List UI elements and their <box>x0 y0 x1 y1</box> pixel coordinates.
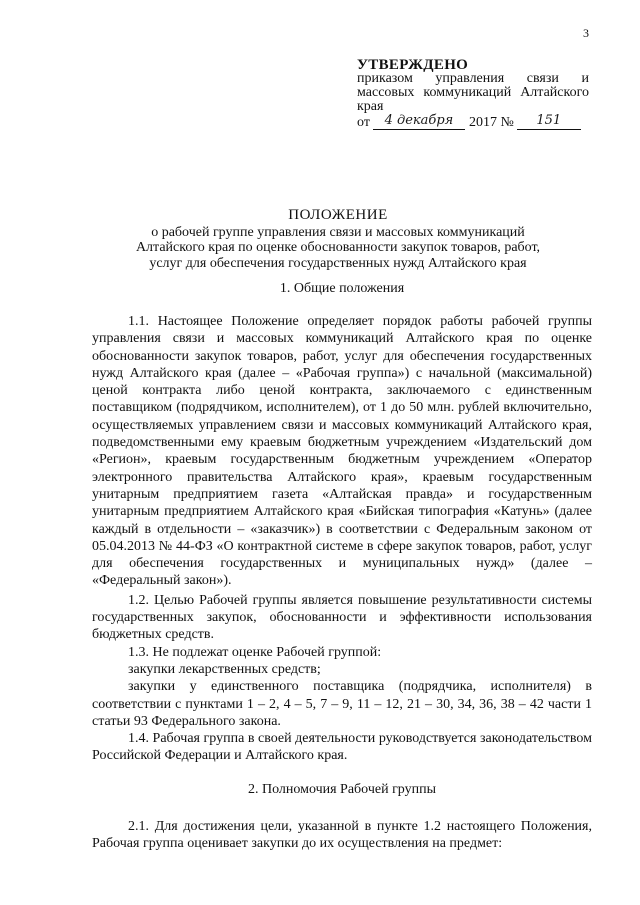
section-2-body <box>92 818 592 853</box>
title-main: ПОЛОЖЕНИЕ <box>288 207 388 223</box>
approval-heading: УТВЕРЖДЕНО <box>357 57 469 73</box>
approval-year-number-label: 2017 № <box>468 115 514 130</box>
approval-date-handwritten: 4 декабря <box>373 114 465 130</box>
approval-date-row <box>357 114 589 130</box>
title-line-2: Алтайского края по оценке обоснованности закупок товаров, работ, <box>135 240 541 255</box>
section-1-heading: 1. Общие положения <box>279 281 405 296</box>
paragraph-1-4: 1.4. Рабочая группа в своей деятельности руководствуется законодательством Российской Федерации и Алтайского края. <box>92 731 592 764</box>
paragraph-1-3-a: закупки лекарственных средств; <box>128 661 321 677</box>
approval-from-label: от <box>357 115 370 130</box>
paragraph-1-1: 1.1. Настоящее Положение определяет порядок работы рабочей группы управления связи и массовых коммуникаций Алтайского края по оценке обоснованности закупок товаров, работ, услуг для обеспечения государственных нужд Алтайского края (далее – «Рабочая группа») с начальной (максимальной) ценой контракта либо ценой контракта, заключаемого с единственным поставщиком (подрядчиком, исполнителем), от 1 до 50 млн. рублей включительно, осуществляемых управлением связи и массовых коммуникаций Алтайского края, подведомственными ему краевым бюджетным учреждением «Издательский дом «Регион», краевым государственным бюджетным учреждением «Оператор электронного правительства Алтайского края», краевым государственным унитарным предприятием газета «Алтайская правда» и государственным унитарным предприятием Алтайского края «Бийская типография «Катунь» (далее каждый в отдельности – «заказчик») в соответствии с Федеральным законом от 05.04.2013 № 44-ФЗ «О контрактной системе в сфере закупок товаров, работ, услуг для обеспечения государственных и муниципальных нужд» (далее – «Федеральный закон»). <box>92 314 592 589</box>
paragraph-1-3-b: закупки у единственного поставщика (подрядчика, исполнителя) в соответствии с пунктами 1 – 2, 4 – 5, 7 – 9, 11 – 12, 21 – 30, 34, 36, 38 – 42 части 1 статьи 93 Федерального закона. <box>92 679 592 729</box>
paragraph-1-3: 1.3. Не подлежат оценке Рабочей группой: <box>128 644 382 660</box>
title-line-3: услуг для обеспечения государственных нужд Алтайского края <box>149 255 527 271</box>
section-1-body <box>92 313 592 765</box>
approval-text: приказом управления связи и массовых коммуникаций Алтайского края <box>357 71 589 114</box>
section-2-heading: 2. Полномочия Рабочей группы <box>247 782 437 797</box>
title-line-1: о рабочей группе управления связи и массовых коммуникаций <box>151 224 525 240</box>
page-number: 3 <box>583 26 589 40</box>
approval-number-handwritten: 151 <box>517 114 581 130</box>
paragraph-2-1: 2.1. Для достижения цели, указанной в пункте 1.2 настоящего Положения, Рабочая группа оценивает закупки до их осуществления на предмет: <box>92 819 592 852</box>
document-title <box>108 208 568 271</box>
paragraph-1-2: 1.2. Целью Рабочей группы является повышение результативности системы государственных закупок, обоснованности и эффективности использования бюджетных средств. <box>92 592 592 643</box>
approval-block <box>357 58 589 130</box>
